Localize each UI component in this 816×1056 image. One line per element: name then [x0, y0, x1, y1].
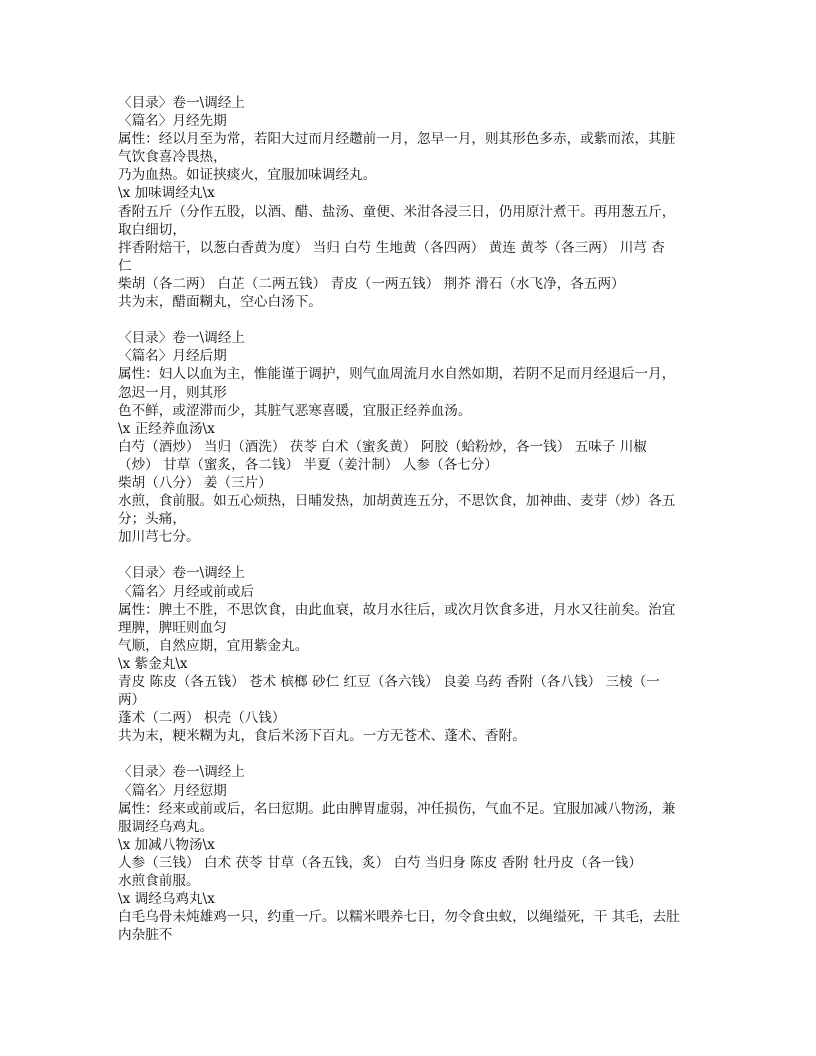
text-line: 〈篇名〉月经愆期	[118, 782, 227, 799]
text-line: 气饮食喜冷畏热，	[118, 149, 227, 166]
text-line: 水煎食前服。	[118, 873, 200, 890]
text-line: 柴胡（各二两） 白芷（二两五钱） 青皮（一两五钱） 荆芥 滑石（水飞净，各五两）	[118, 275, 625, 292]
text-line: 青皮 陈皮（各五钱） 苍术 槟榔 砂仁 红豆（各六钱） 良姜 乌药 香附（各八钱） 三棱（一	[118, 674, 660, 690]
text-line: 共为末，醋面糊丸，空心白汤下。	[118, 294, 322, 311]
text-line: 取白细切，	[118, 221, 186, 238]
text-line: （炒） 甘草（蜜炙，各二钱） 半夏（姜汁制） 人参（各七分）	[118, 456, 498, 473]
document-body	[118, 94, 718, 963]
text-line: 两）	[118, 692, 146, 709]
text-line: 属性：脾土不胜，不思饮食，由此血衰，故月水往后，或次月饮食多进，月水又往前矣。治宜	[118, 601, 676, 618]
text-line: 乃为血热。如证挟痰火，宜服加味调经丸。	[118, 167, 377, 184]
text-line: 〈目录〉卷一\调经上	[118, 565, 245, 582]
text-line: 加川芎七分。	[118, 529, 200, 546]
text-line: 〈目录〉卷一\调经上	[118, 95, 245, 111]
text-line: 属性：妇人以血为主，惟能谨于调护，则气血周流月水自然如期，若阴不足而月经退后一月，	[118, 366, 676, 383]
text-line: \x 正经养血汤\x	[118, 420, 215, 437]
text-line: 属性：经以月至为常，若阳大过而月经趱前一月，忽早一月，则其形色多赤，或紫而浓，其脏	[118, 131, 676, 148]
text-line: \x 紫金丸\x	[118, 655, 188, 672]
text-line: 水煎，食前服。如五心烦热，日晡发热，加胡黄连五分，不思饮食，加神曲、麦芽（炒）各五	[118, 493, 676, 510]
text-line: \x 调经乌鸡丸\x	[118, 891, 215, 908]
text-line: 〈目录〉卷一\调经上	[118, 330, 245, 347]
text-line: 服调经乌鸡丸。	[118, 818, 214, 835]
text-section	[118, 94, 718, 311]
text-line: 〈篇名〉月经或前或后	[118, 583, 254, 600]
text-line: 白芍（酒炒） 当归（酒洗） 茯苓 白术（蜜炙黄） 阿胶（蛤粉炒，各一钱） 五味子 川椒	[118, 438, 647, 455]
text-line: \x 加减八物汤\x	[118, 836, 215, 853]
text-line: 共为末，粳米糊为丸，食后米汤下百丸。一方无苍术、蓬术、香附。	[118, 728, 526, 745]
text-line: 忽迟一月，则其形	[118, 384, 227, 401]
text-line: 色不鲜，或涩滞而少，其脏气恶寒喜暖，宜服正经养血汤。	[118, 402, 472, 419]
text-line: 〈目录〉卷一\调经上	[118, 764, 245, 781]
text-line: 人参（三钱） 白术 茯苓 甘草（各五钱，炙） 白芍 当归身 陈皮 香附 牡丹皮（各一钱）	[118, 854, 642, 871]
text-line: 柴胡（八分） 姜（三片）	[118, 474, 272, 491]
text-section	[118, 763, 718, 944]
text-line: 内杂脏不	[118, 927, 173, 944]
text-line: 气顺，自然应期，宜用紫金丸。	[118, 637, 309, 654]
text-line: 拌香附焙干，以葱白香黄为度） 当归 白芍 生地黄（各四两） 黄连 黄芩（各三两） 川芎 杏	[118, 239, 665, 256]
text-line: 仁	[118, 257, 132, 274]
text-line: 属性：经来或前或后，名曰愆期。此由脾胃虚弱，冲任损伤，气血不足。宜服加减八物汤，兼	[118, 800, 676, 817]
text-line: 香附五斤（分作五股，以酒、醋、盐汤、童便、米泔各浸三日，仍用原汁煮干。再用葱五斤，	[118, 203, 676, 220]
text-line: 理脾，脾旺则血匀	[118, 619, 227, 636]
text-section	[118, 564, 718, 745]
text-section	[118, 329, 718, 546]
text-line: 〈篇名〉月经后期	[118, 348, 227, 365]
text-line: 白毛乌骨未炖雄鸡一只，约重一斤。以糯米喂养七日，勿令食虫蚁，以绳缢死，干 其毛，去肚	[118, 909, 680, 926]
text-line: 蓬术（二两） 枳壳（八钱）	[118, 710, 286, 727]
text-line: 〈篇名〉月经先期	[118, 113, 227, 130]
text-line: \x 加味调经丸\x	[118, 185, 215, 202]
text-line: 分；头痛，	[118, 511, 186, 528]
